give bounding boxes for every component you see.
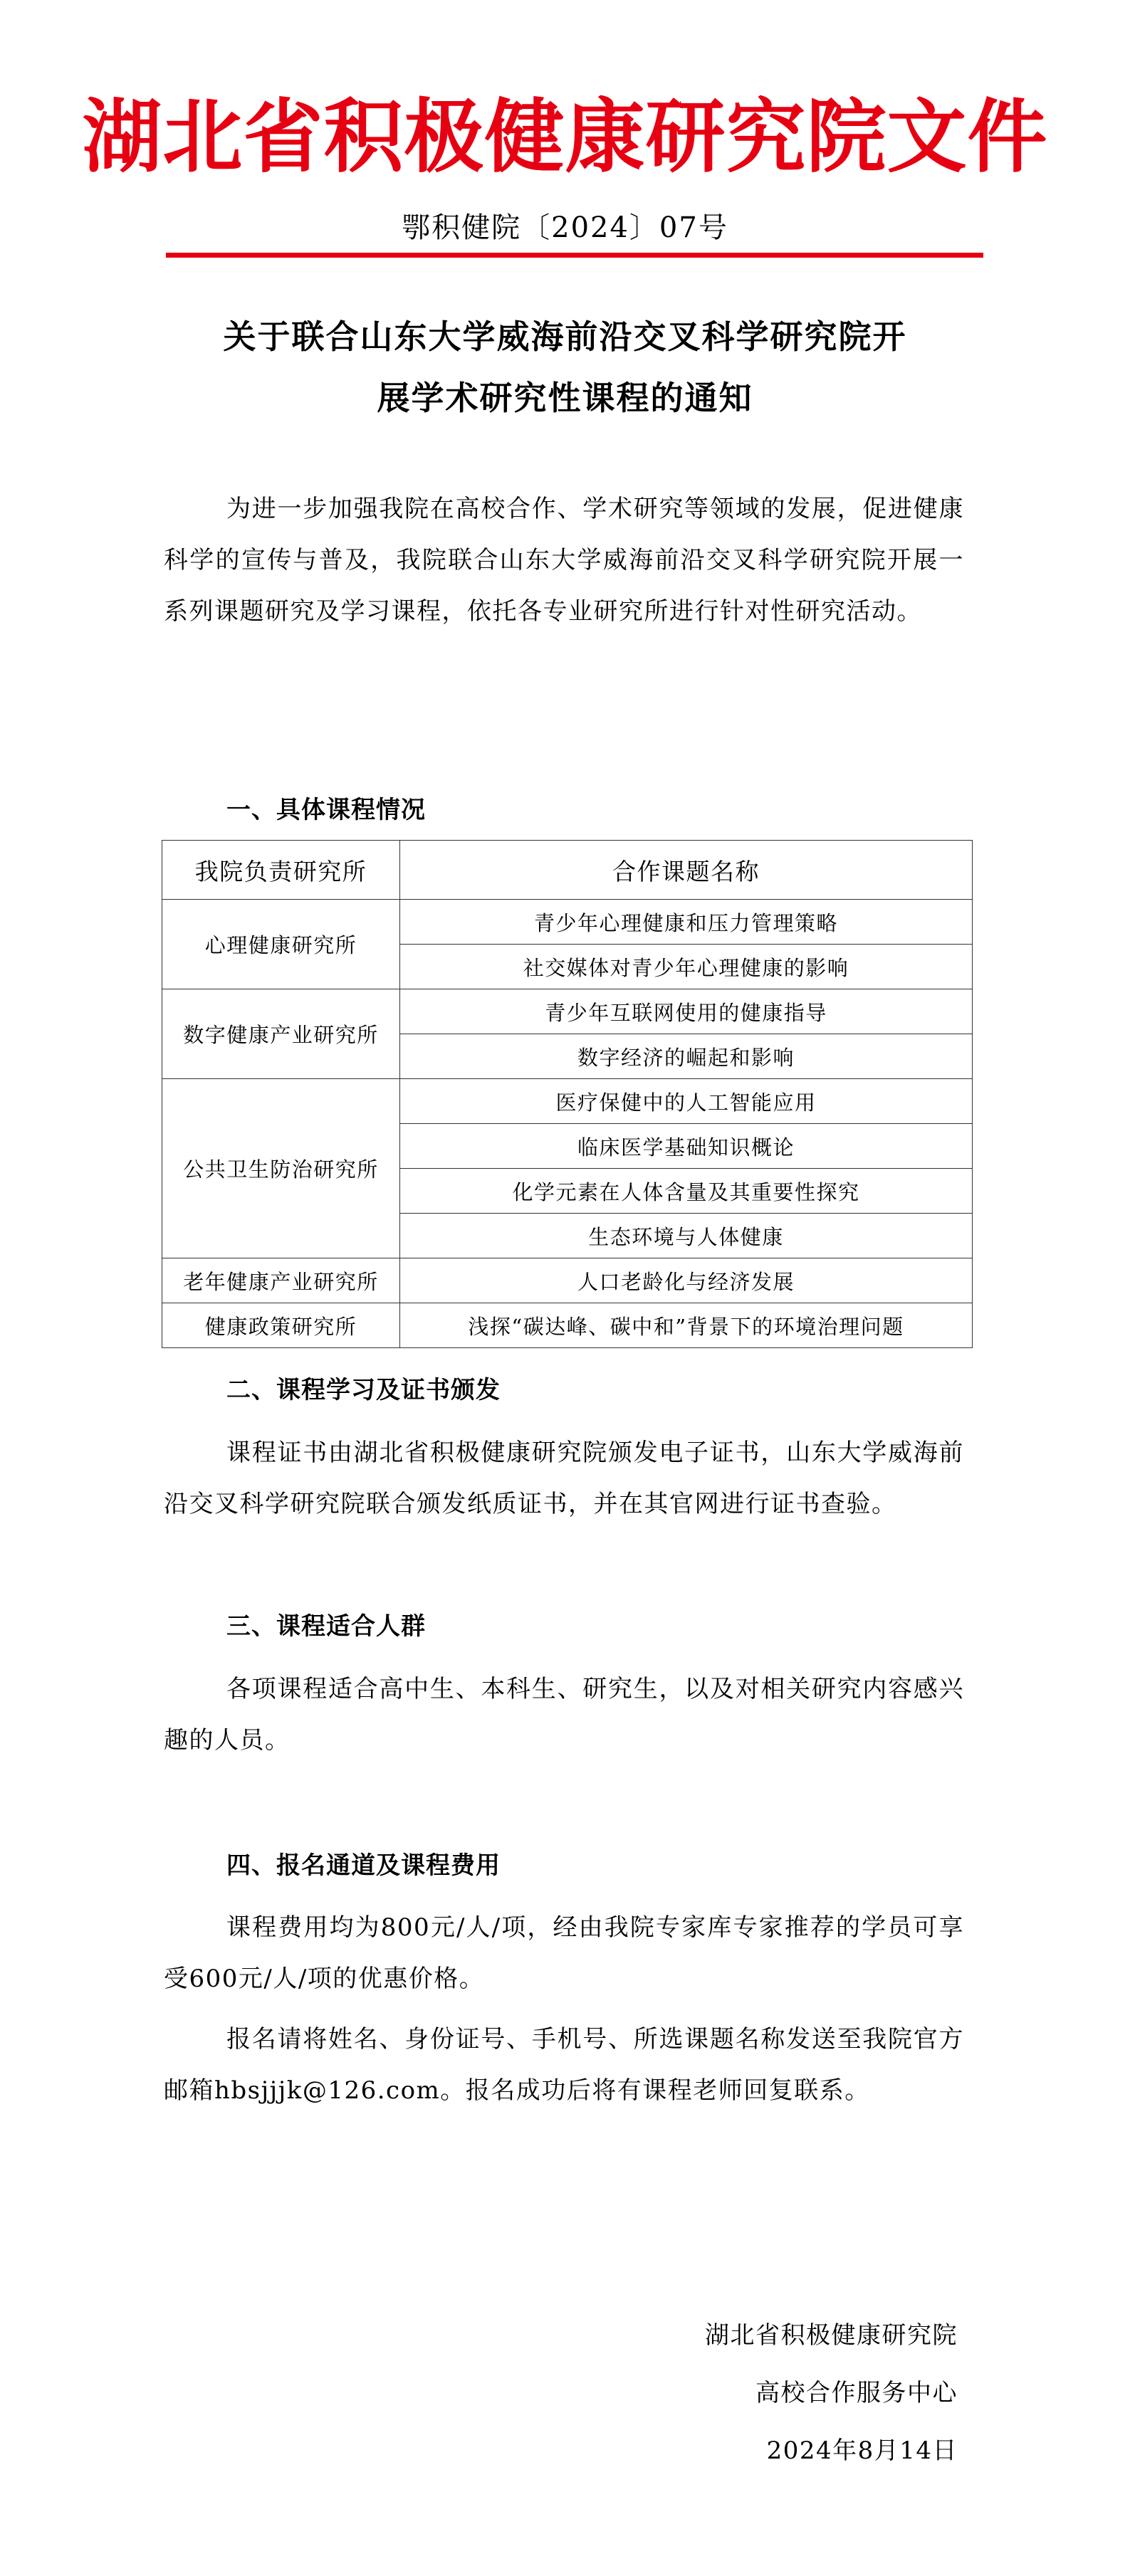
- institute-cell: 数字健康产业研究所: [162, 989, 400, 1079]
- topic-cell: 化学元素在人体含量及其重要性探究: [400, 1169, 973, 1214]
- section-4-heading: 四、报名通道及课程费用: [226, 1851, 501, 1880]
- intro-paragraph: 为进一步加强我院在高校合作、学术研究等领域的发展，促进健康科学的宣传与普及，我院联合山东大学威海前沿交叉科学研究院开展一系列课题研究及学习课程，依托各专业研究所进行针对性研究活动。: [164, 495, 964, 626]
- column-header-institute: 我院负责研究所: [162, 841, 400, 900]
- notice-title-line-2: 展学术研究性课程的通知: [377, 379, 753, 417]
- table-header-row: [162, 841, 973, 900]
- notice-title: [166, 306, 964, 429]
- notice-title-line-1: 关于联合山东大学威海前沿交叉科学研究院开: [223, 317, 907, 356]
- institute-cell: 公共卫生防治研究所: [162, 1079, 400, 1258]
- topic-cell: 青少年心理健康和压力管理策略: [400, 900, 973, 945]
- column-header-topic: 合作课题名称: [400, 841, 973, 900]
- topic-cell: 浅探“碳达峰、碳中和”背景下的环境治理问题: [400, 1303, 973, 1348]
- section-2-heading: 二、课程学习及证书颁发: [226, 1376, 501, 1404]
- signature-dept: 高校合作服务中心: [755, 2379, 958, 2407]
- section-2-paragraph: 课程证书由湖北省积极健康研究院颁发电子证书，山东大学威海前沿交叉科学研究院联合颁发纸质证书，并在其官网进行证书查验。: [164, 1439, 964, 1518]
- table-row: [162, 1303, 973, 1348]
- course-table: [162, 840, 973, 1348]
- topic-cell: 社交媒体对青少年心理健康的影响: [400, 945, 973, 989]
- table-row: [162, 900, 973, 945]
- section-4-paragraph-registration: 报名请将姓名、身份证号、手机号、所选课题名称发送至我院官方邮箱hbsjjjk@126.com。报名成功后将有课程老师回复联系。: [164, 2025, 964, 2105]
- document-number: 鄂积健院〔2024〕07号: [402, 211, 728, 244]
- topic-cell: 临床医学基础知识概论: [400, 1124, 973, 1169]
- section-1-heading: 一、具体课程情况: [226, 796, 426, 824]
- section-3-paragraph: 各项课程适合高中生、本科生、研究生，以及对相关研究内容感兴趣的人员。: [164, 1675, 964, 1755]
- section-4-paragraph-fees: 课程费用均为800元/人/项，经由我院专家库专家推荐的学员可享受600元/人/项的优惠价格。: [164, 1913, 964, 1993]
- topic-cell: 生态环境与人体健康: [400, 1214, 973, 1258]
- org-masthead: 湖北省积极健康研究院文件: [82, 90, 1048, 184]
- institute-cell: 健康政策研究所: [162, 1303, 400, 1348]
- table-row: [162, 989, 973, 1034]
- signature-date: 2024年8月14日: [766, 2436, 958, 2465]
- red-divider-line: [166, 253, 983, 258]
- topic-cell: 医疗保健中的人工智能应用: [400, 1079, 973, 1124]
- topic-cell: 数字经济的崛起和影响: [400, 1034, 973, 1079]
- signature-org: 湖北省积极健康研究院: [705, 2321, 958, 2350]
- table-row: [162, 1079, 973, 1124]
- institute-cell: 老年健康产业研究所: [162, 1258, 400, 1303]
- section-3-heading: 三、课程适合人群: [226, 1612, 426, 1641]
- topic-cell: 青少年互联网使用的健康指导: [400, 989, 973, 1034]
- topic-cell: 人口老龄化与经济发展: [400, 1258, 973, 1303]
- table-row: [162, 1258, 973, 1303]
- institute-cell: 心理健康研究所: [162, 900, 400, 989]
